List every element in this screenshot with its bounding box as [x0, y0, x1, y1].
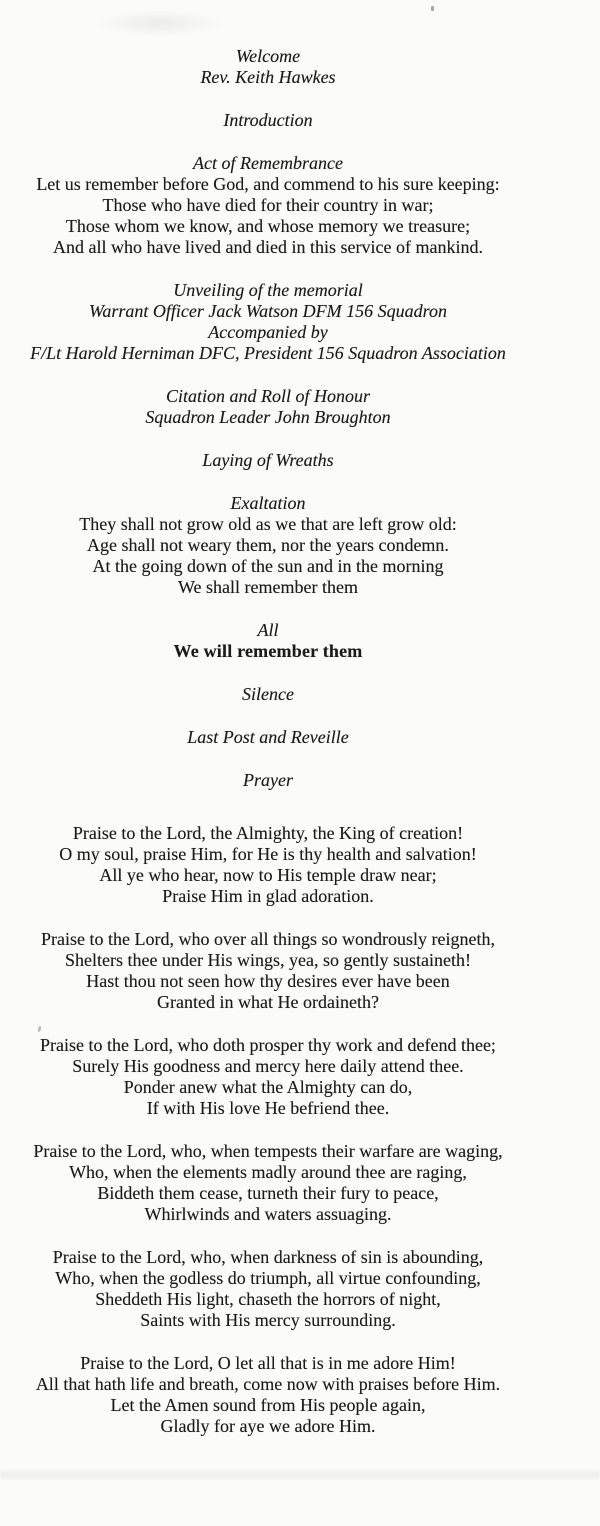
text-line: All	[257, 620, 279, 640]
text-line: All ye who hear, now to His temple draw near;	[99, 865, 437, 885]
text-line: And all who have lived and died in this service of mankind.	[53, 237, 483, 257]
document-content	[2, 46, 534, 1459]
text-line: Last Post and Reveille	[187, 727, 349, 747]
text-line: Age shall not weary them, nor the years condemn.	[87, 535, 449, 555]
section-hymn-verse-4	[2, 1141, 534, 1225]
section-unveiling-of-the-memorial	[2, 280, 534, 364]
text-line: Sheddeth His light, chaseth the horrors of night,	[95, 1289, 441, 1309]
text-line: Act of Remembrance	[193, 153, 343, 173]
text-line: Rev. Keith Hawkes	[200, 67, 336, 87]
text-line: Shelters thee under His wings, yea, so gently sustaineth!	[65, 950, 471, 970]
text-line: Squadron Leader John Broughton	[145, 407, 391, 427]
text-line: Exaltation	[230, 493, 306, 513]
section-hymn-verse-6	[2, 1353, 534, 1437]
text-line: Citation and Roll of Honour	[165, 386, 370, 406]
text-line: Saints with His mercy surrounding.	[140, 1310, 396, 1330]
text-line: If with His love He befriend thee.	[146, 1098, 390, 1118]
section-citation-and-roll-of-honour	[2, 386, 534, 428]
text-line: Those whom we know, and whose memory we treasure;	[65, 216, 471, 236]
text-line: Silence	[242, 684, 294, 704]
text-line: Gladly for aye we adore Him.	[160, 1416, 376, 1436]
text-line: Let us remember before God, and commend to his sure keeping:	[36, 174, 500, 194]
text-line: Praise Him in glad adoration.	[162, 886, 374, 906]
section-prayer	[2, 770, 534, 791]
text-line: Introduction	[223, 110, 313, 130]
text-line: Laying of Wreaths	[202, 450, 334, 470]
section-welcome	[2, 46, 534, 88]
text-line: Let the Amen sound from His people again,	[110, 1395, 426, 1415]
section-act-of-remembrance	[2, 153, 534, 258]
text-line: Who, when the elements madly around thee are raging,	[69, 1162, 467, 1182]
text-line: F/Lt Harold Herniman DFC, President 156 Squadron Association	[30, 343, 506, 363]
text-line: Unveiling of the memorial	[173, 280, 363, 300]
text-line: Praise to the Lord, O let all that is in me adore Him!	[80, 1353, 456, 1373]
text-line: All that hath life and breath, come now with praises before Him.	[35, 1374, 501, 1394]
text-line: They shall not grow old as we that are left grow old:	[79, 514, 457, 534]
section-hymn-verse-3	[2, 1035, 534, 1119]
text-line: Hast thou not seen how thy desires ever have been	[86, 971, 450, 991]
section-exaltation	[2, 493, 534, 598]
text-line: Whirlwinds and waters assuaging.	[144, 1204, 392, 1224]
text-line: Prayer	[243, 770, 293, 790]
text-line: Granted in what He ordaineth?	[157, 992, 379, 1012]
section-silence	[2, 684, 534, 705]
section-laying-of-wreaths	[2, 450, 534, 471]
page-edge-shadow	[0, 1468, 600, 1481]
section-hymn-verse-2	[2, 929, 534, 1013]
text-line: At the going down of the sun and in the morning	[92, 556, 444, 576]
text-line: Ponder anew what the Almighty can do,	[123, 1077, 413, 1097]
text-line: Welcome	[235, 46, 301, 66]
text-line: Praise to the Lord, who doth prosper thy work and defend thee;	[40, 1035, 496, 1055]
text-line: Surely His goodness and mercy here daily attend thee.	[72, 1056, 464, 1076]
section-all-response	[2, 620, 534, 662]
scan-speck	[431, 6, 434, 11]
text-line: Accompanied by	[208, 322, 328, 342]
text-line: Praise to the Lord, the Almighty, the King of creation!	[72, 823, 464, 843]
text-line: Biddeth them cease, turneth their fury to peace,	[97, 1183, 439, 1203]
text-line: We will remember them	[173, 641, 363, 661]
text-line: Those who have died for their country in war;	[102, 195, 434, 215]
text-line: Praise to the Lord, who, when darkness of sin is abounding,	[52, 1247, 484, 1267]
text-line: Who, when the godless do triumph, all virtue confounding,	[55, 1268, 481, 1288]
section-hymn-verse-1	[2, 823, 534, 907]
text-line: O my soul, praise Him, for He is thy health and salvation!	[59, 844, 477, 864]
scan-smudge	[92, 10, 227, 36]
text-line: We shall remember them	[178, 577, 358, 597]
text-line: Praise to the Lord, who over all things so wondrously reigneth,	[41, 929, 495, 949]
text-line: Warrant Officer Jack Watson DFM 156 Squadron	[89, 301, 447, 321]
section-introduction	[2, 110, 534, 131]
section-last-post-and-reveille	[2, 727, 534, 748]
section-hymn-verse-5	[2, 1247, 534, 1331]
text-line: Praise to the Lord, who, when tempests their warfare are waging,	[33, 1141, 503, 1161]
